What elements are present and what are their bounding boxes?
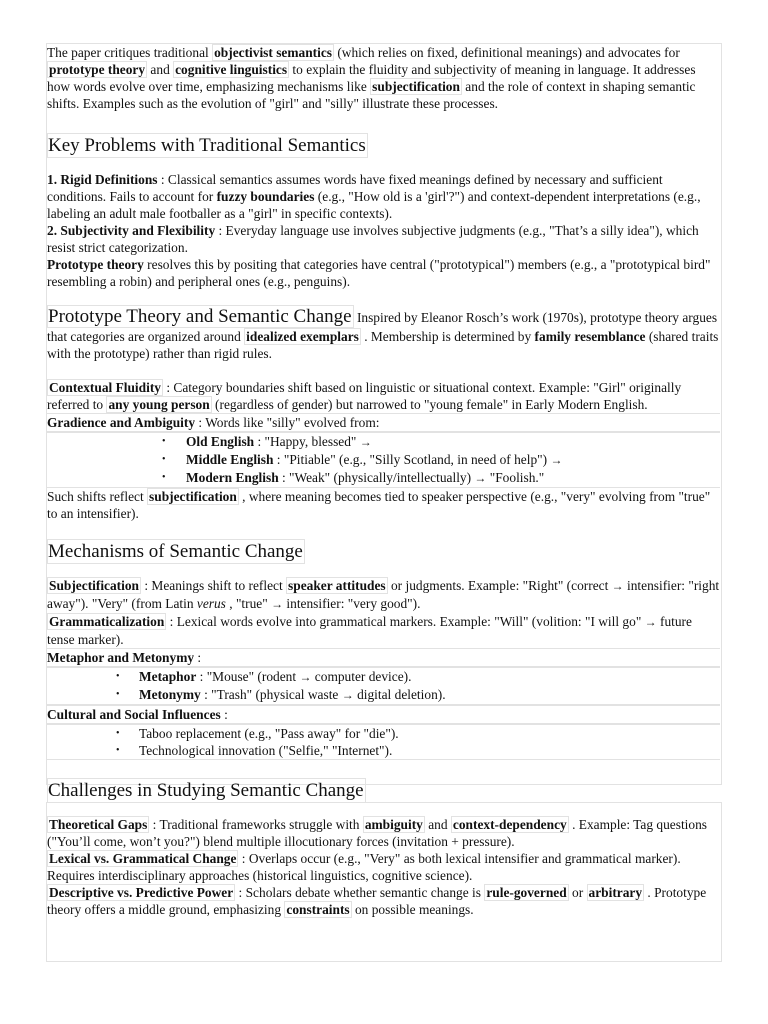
document-body: [47, 44, 720, 918]
list-item: • Middle English : "Pitiable" (e.g., "Silly Scotland, in need of help") →: [47, 451, 720, 469]
arrow-right-icon: →: [341, 688, 354, 702]
para-metaphor-metonymy: Metaphor and Metonymy :: [47, 648, 720, 667]
heading-wrap-challenges: [47, 778, 720, 803]
cultural-social-list: [47, 724, 720, 760]
heading-mechanisms: Mechanisms of Semantic Change: [48, 541, 303, 562]
arrow-right-icon: →: [299, 670, 312, 684]
para-contextual-fluidity: Contextual Fluidity : Category boundaries shift based on linguistic or situational context. Example: "Girl" originally referred to any young person (regardless of gender) but narrowed to "young female" in Early Modern English.: [47, 380, 682, 412]
metaphor-metonymy-list: [47, 667, 720, 705]
heading-wrap-mechanisms: [47, 539, 720, 564]
intro-paragraph: The paper critiques traditional objectivist semantics (which relies on fixed, definitional meanings) and advocates for prototype theory and cognitive linguistics to explain the fluidity and subjectivity of meaning in language. It addresses how words evolve over time, emphasizing mechanisms like subjectification and the role of context in shaping semantic shifts. Examples such as the evolution of "girl" and "silly" illustrate these processes.: [47, 45, 696, 111]
para-prototype-intro: Prototype Theory and Semantic Change Inspired by Eleanor Rosch’s work (1970s), prototype theory argues that categories are organized around idealized exemplars . Membership is determined by family resemblance (shared traits with the prototype) rather than rigid rules.: [47, 306, 719, 361]
para-theoretical-gaps: Theoretical Gaps : Traditional frameworks struggle with ambiguity and context-dependency . Example: Tag questions ("You’ll come, won’t you?") blend multiple illocutionary forces (invitation + pressure).: [47, 817, 707, 849]
para-prototype-theory: Prototype theory resolves this by positing that categories have central ("prototypical") members (e.g., a "prototypical bird" resembling a robin) and peripheral ones (e.g., penguins).: [47, 257, 711, 289]
heading-challenges: Challenges in Studying Semantic Change: [48, 780, 364, 801]
para-rigid-definitions: 1. Rigid Definitions : Classical semantics assumes words have fixed meanings defined by necessary and sufficient conditions. Fails to account for fuzzy boundaries (e.g., "How old is a 'girl'?") and context-dependent interpretations (e.g., labeling an adult male footballer as a "girl" in specific contexts).: [47, 172, 701, 221]
heading-wrap-key-problems: [47, 133, 720, 158]
para-subjectivity: 2. Subjectivity and Flexibility : Everyday language use involves subjective judgments (e.g., "That’s a silly idea"), which resist strict categorization.: [47, 223, 699, 255]
list-item: • Technological innovation ("Selfie," "Internet").: [47, 742, 720, 759]
list-item: • Modern English : "Weak" (physically/intellectually) → "Foolish.": [47, 469, 720, 487]
heading-prototype-change: Prototype Theory and Semantic Change: [48, 306, 352, 327]
arrow-right-icon: →: [611, 579, 624, 593]
arrow-right-icon: →: [550, 453, 563, 467]
list-item: • Taboo replacement (e.g., "Pass away" for "die").: [47, 725, 720, 742]
para-lexical-grammatical: Lexical vs. Grammatical Change : Overlaps occur (e.g., "Very" as both lexical intensifier and grammatical marker). Requires interdisciplinary approaches (historical linguistics, cognitive science).: [47, 851, 681, 883]
list-item: • Metonymy : "Trash" (physical waste → digital deletion).: [47, 686, 720, 704]
para-subjectification: Subjectification : Meanings shift to reflect speaker attitudes or judgments. Example: "Right" (correct → intensifier: "right away"). "Very" (from Latin verus , "true" → intensifier: "very good").: [47, 578, 720, 611]
arrow-right-icon: →: [474, 471, 487, 485]
arrow-right-icon: →: [644, 615, 657, 629]
arrow-right-icon: →: [359, 435, 372, 449]
para-shifts-reflect: Such shifts reflect subjectification , where meaning becomes tied to speaker perspective (e.g., "very" evolving from "true" to an intensifier).: [47, 489, 711, 521]
list-item: • Old English : "Happy, blessed" →: [47, 433, 720, 451]
para-cultural-social: Cultural and Social Influences :: [47, 705, 720, 724]
para-grammaticalization: Grammaticalization : Lexical words evolve into grammatical markers. Example: "Will" (volition: "I will go" → future tense marker).: [47, 614, 692, 647]
arrow-right-icon: →: [271, 597, 284, 611]
list-item: • Metaphor : "Mouse" (rodent → computer device).: [47, 668, 720, 686]
para-gradience: Gradience and Ambiguity : Words like "silly" evolved from:: [47, 413, 720, 432]
para-descriptive-predictive: Descriptive vs. Predictive Power : Scholars debate whether semantic change is rule-governed or arbitrary . Prototype theory offers a middle ground, emphasizing constraints on possible meanings.: [47, 885, 707, 917]
silly-evolution-list: [47, 432, 720, 488]
heading-key-problems: Key Problems with Traditional Semantics: [48, 135, 366, 156]
